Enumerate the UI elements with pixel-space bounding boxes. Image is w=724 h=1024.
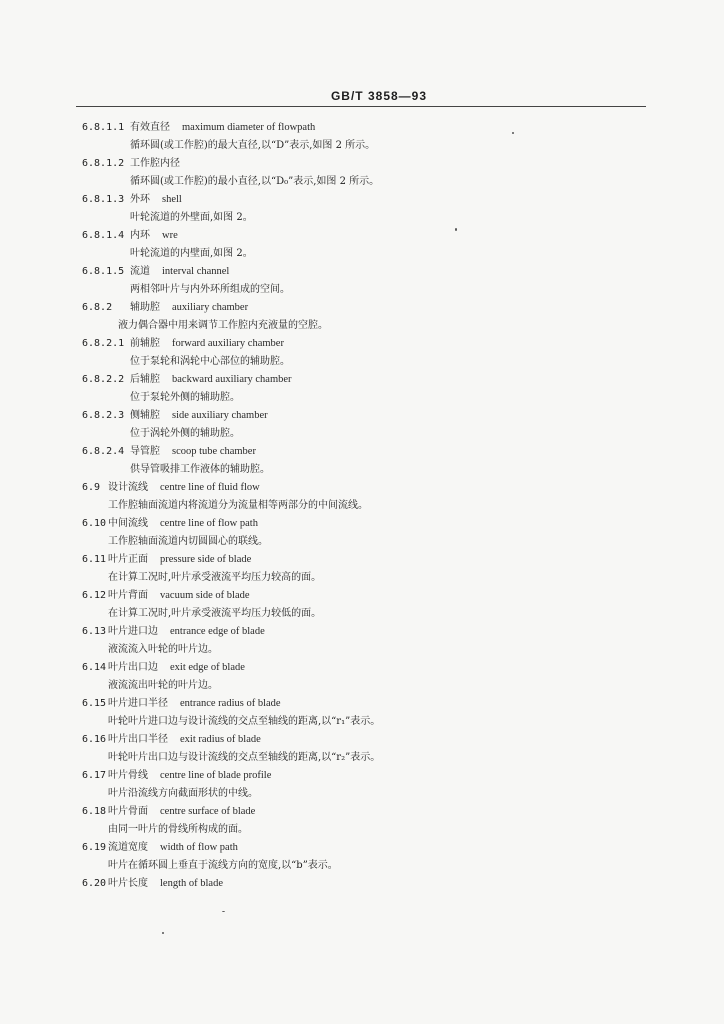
term-chinese: 有效直径 xyxy=(130,122,170,133)
term-chinese: 流道宽度 xyxy=(108,842,148,853)
term-entry xyxy=(0,442,724,478)
term-definition: 循环圆(或工作腔)的最大直径,以“D”表示,如图 2 所示。 xyxy=(130,140,376,151)
term-chinese: 侧辅腔 xyxy=(130,410,160,421)
term-english: entrance radius of blade xyxy=(180,698,281,709)
term-definition: 由同一叶片的骨线所构成的面。 xyxy=(108,824,248,835)
term-definition: 叶片沿流线方向截面形状的中线。 xyxy=(108,788,258,799)
term-english: backward auxiliary chamber xyxy=(172,374,292,385)
term-english: interval channel xyxy=(162,266,230,277)
term-chinese: 叶片骨面 xyxy=(108,806,148,817)
term-entry xyxy=(0,730,724,766)
term-number: 6.15 xyxy=(82,698,107,709)
term-chinese: 中间流线 xyxy=(108,518,148,529)
term-entry xyxy=(0,478,724,514)
term-english: maximum diameter of flowpath xyxy=(182,122,316,133)
term-english: centre line of fluid flow xyxy=(160,482,260,493)
term-list xyxy=(0,118,724,910)
term-english: exit radius of blade xyxy=(180,734,261,745)
term-number: 6.8.1.2 xyxy=(82,158,125,169)
term-number: 6.8.1.3 xyxy=(82,194,125,205)
term-entry xyxy=(0,298,724,334)
term-entry xyxy=(0,838,724,874)
term-english: shell xyxy=(162,194,182,205)
term-entry xyxy=(0,658,724,694)
term-definition: 叶轮流道的内壁面,如图 2。 xyxy=(130,248,253,259)
term-chinese: 工作腔内径 xyxy=(130,158,180,169)
term-number: 6.16 xyxy=(82,734,107,745)
term-english: vacuum side of blade xyxy=(160,590,250,601)
term-definition: 液流流入叶轮的叶片边。 xyxy=(108,644,218,655)
term-english: exit edge of blade xyxy=(170,662,245,673)
term-entry xyxy=(0,154,724,190)
term-number: 6.20 xyxy=(82,878,107,889)
term-english: side auxiliary chamber xyxy=(172,410,268,421)
term-english: scoop tube chamber xyxy=(172,446,256,457)
term-chinese: 叶片骨线 xyxy=(108,770,148,781)
term-english: forward auxiliary chamber xyxy=(172,338,284,349)
term-entry xyxy=(0,226,724,262)
term-english: entrance edge of blade xyxy=(170,626,265,637)
term-entry xyxy=(0,550,724,586)
term-chinese: 叶片长度 xyxy=(108,878,148,889)
term-english: wre xyxy=(162,230,178,241)
term-number: 6.9 xyxy=(82,482,101,493)
term-entry xyxy=(0,406,724,442)
term-definition: 两相邻叶片与内外环所组成的空间。 xyxy=(130,284,290,295)
term-definition: 液力偶合器中用来调节工作腔内充液量的空腔。 xyxy=(118,320,328,331)
term-entry xyxy=(0,874,724,910)
term-number: 6.11 xyxy=(82,554,107,565)
term-number: 6.10 xyxy=(82,518,107,529)
term-entry xyxy=(0,514,724,550)
term-entry xyxy=(0,802,724,838)
term-definition: 叶轮叶片进口边与设计流线的交点至轴线的距离,以“r₁”表示。 xyxy=(108,716,381,727)
term-chinese: 叶片正面 xyxy=(108,554,148,565)
term-chinese: 外环 xyxy=(130,194,150,205)
term-definition: 在计算工况时,叶片承受液流平均压力较低的面。 xyxy=(108,608,322,619)
term-number: 6.8.2.2 xyxy=(82,374,125,385)
term-english: width of flow path xyxy=(160,842,238,853)
term-number: 6.13 xyxy=(82,626,107,637)
term-entry xyxy=(0,190,724,226)
term-number: 6.8.1.4 xyxy=(82,230,125,241)
term-definition: 循环圆(或工作腔)的最小直径,以“D₀”表示,如图 2 所示。 xyxy=(130,176,380,187)
term-number: 6.8.2.1 xyxy=(82,338,125,349)
term-chinese: 前辅腔 xyxy=(130,338,160,349)
scan-speck xyxy=(162,932,164,934)
term-definition: 位于涡轮外侧的辅助腔。 xyxy=(130,428,240,439)
term-definition: 工作腔轴面流道内将流道分为流量相等两部分的中间流线。 xyxy=(108,500,368,511)
term-english: pressure side of blade xyxy=(160,554,252,565)
page-header: GB/T 3858—93 xyxy=(330,89,428,103)
term-chinese: 叶片进口边 xyxy=(108,626,158,637)
term-entry xyxy=(0,370,724,406)
term-number: 6.14 xyxy=(82,662,107,673)
term-definition: 位于泵轮外侧的辅助腔。 xyxy=(130,392,240,403)
term-number: 6.17 xyxy=(82,770,107,781)
term-chinese: 后辅腔 xyxy=(130,374,160,385)
term-english: centre surface of blade xyxy=(160,806,256,817)
term-english: length of blade xyxy=(160,878,223,889)
term-english: centre line of flow path xyxy=(160,518,258,529)
term-entry xyxy=(0,586,724,622)
header-rule xyxy=(76,106,646,107)
term-number: 6.12 xyxy=(82,590,107,601)
term-english: auxiliary chamber xyxy=(172,302,249,313)
term-definition: 叶轮叶片出口边与设计流线的交点至轴线的距离,以“r₂”表示。 xyxy=(108,752,381,763)
term-chinese: 设计流线 xyxy=(108,482,148,493)
term-english: centre line of blade profile xyxy=(160,770,272,781)
term-entry xyxy=(0,334,724,370)
term-number: 6.8.2.4 xyxy=(82,446,125,457)
term-chinese: 内环 xyxy=(130,230,150,241)
term-definition: 工作腔轴面流道内切圆圆心的联线。 xyxy=(108,536,268,547)
term-chinese: 导管腔 xyxy=(130,446,160,457)
scan-speck xyxy=(222,911,225,912)
term-entry xyxy=(0,766,724,802)
term-number: 6.8.2 xyxy=(82,302,113,313)
term-entry xyxy=(0,262,724,298)
term-entry xyxy=(0,694,724,730)
term-number: 6.8.1.5 xyxy=(82,266,125,277)
term-chinese: 叶片出口边 xyxy=(108,662,158,673)
term-definition: 在计算工况时,叶片承受液流平均压力较高的面。 xyxy=(108,572,322,583)
term-entry xyxy=(0,118,724,154)
scan-speck xyxy=(455,228,457,231)
scan-speck xyxy=(512,132,514,134)
term-definition: 叶片在循环圆上垂直于流线方向的宽度,以“b”表示。 xyxy=(108,860,338,871)
term-chinese: 叶片进口半径 xyxy=(108,698,168,709)
term-chinese: 辅助腔 xyxy=(130,302,160,313)
term-number: 6.8.1.1 xyxy=(82,122,125,133)
term-definition: 液流流出叶轮的叶片边。 xyxy=(108,680,218,691)
term-definition: 供导管吸排工作液体的辅助腔。 xyxy=(130,464,270,475)
term-number: 6.8.2.3 xyxy=(82,410,125,421)
term-definition: 位于泵轮和涡轮中心部位的辅助腔。 xyxy=(130,356,290,367)
term-entry xyxy=(0,622,724,658)
term-chinese: 流道 xyxy=(130,266,150,277)
term-definition: 叶轮流道的外壁面,如图 2。 xyxy=(130,212,253,223)
term-number: 6.18 xyxy=(82,806,107,817)
term-chinese: 叶片背面 xyxy=(108,590,148,601)
term-number: 6.19 xyxy=(82,842,107,853)
term-chinese: 叶片出口半径 xyxy=(108,734,168,745)
